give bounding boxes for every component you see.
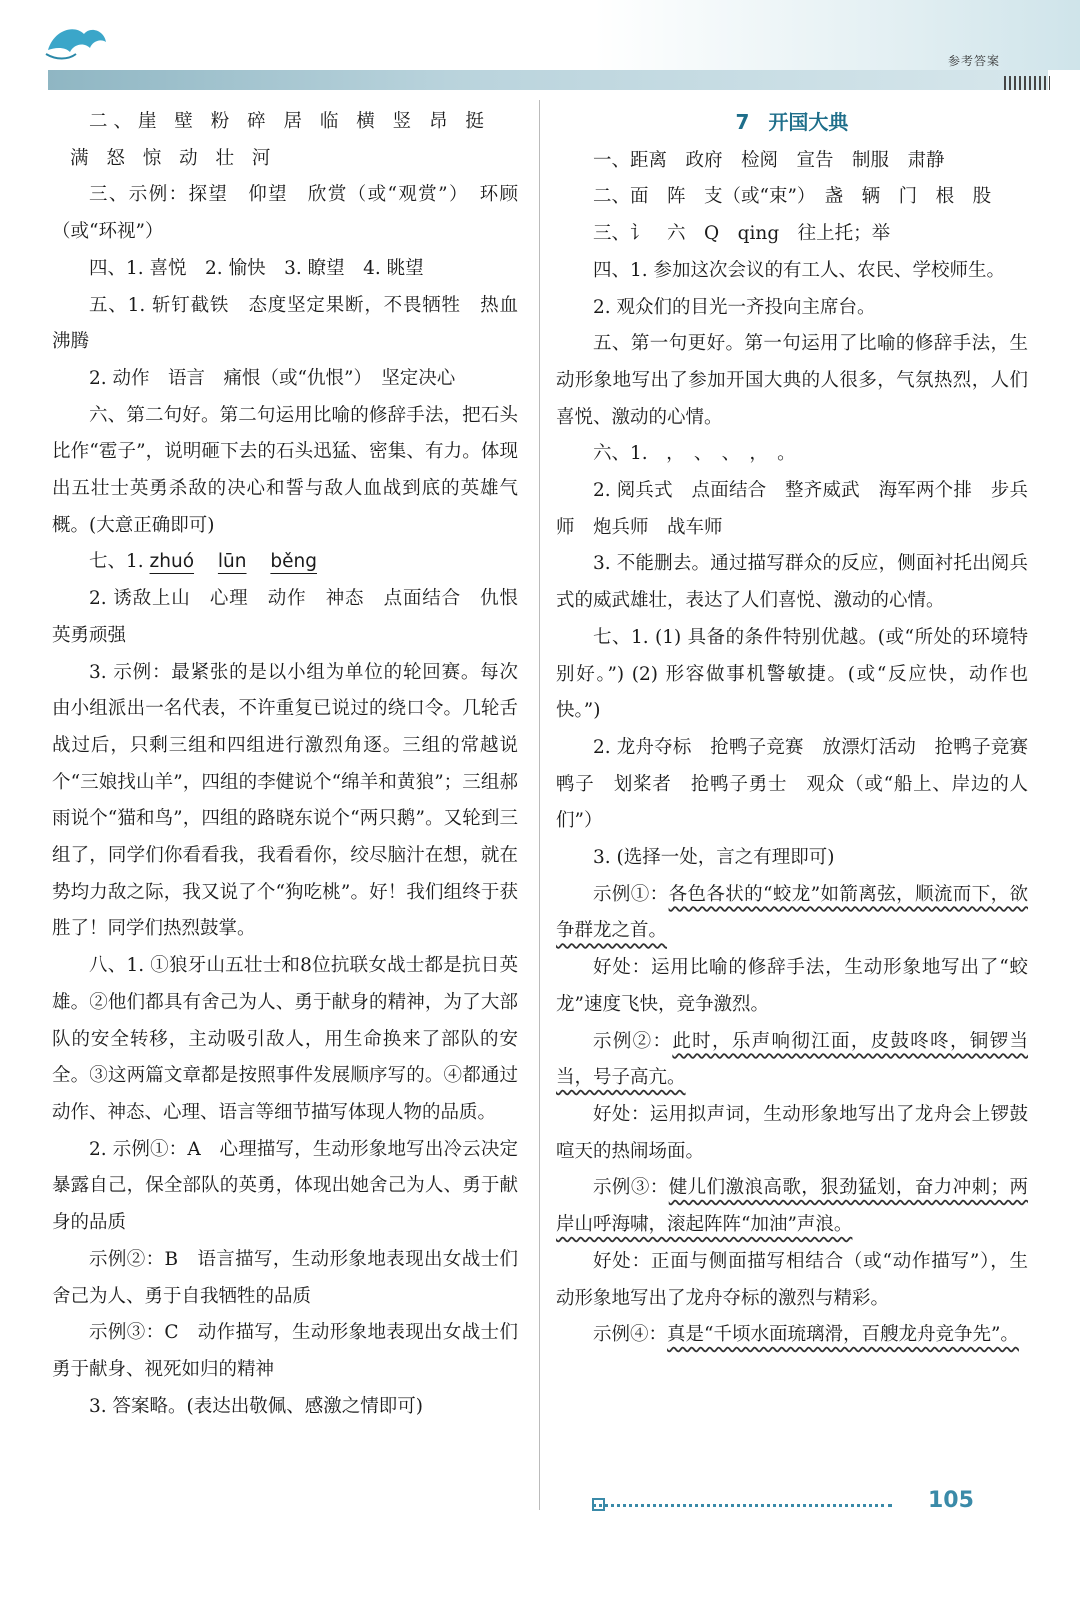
example-label: 示例③： — [593, 1177, 669, 1199]
answer-line: 2. 龙舟夺标 抢鸭子竞赛 放漂灯活动 抢鸭子竞赛 鸭子 划桨者 抢鸭子勇士 观众（或“船上、岸边的人们”） — [556, 736, 1047, 832]
answer-line: 2. 观众们的目光一齐投向主席台。 — [593, 296, 876, 318]
example-label: 示例②： — [593, 1030, 673, 1052]
answer-line: 六、1. ， 、 、 ， 。 — [593, 443, 796, 465]
answer-line: 示例③：C 动作描写，生动形象地表现出女战士们勇于献身、视死如归的精神 — [52, 1322, 518, 1380]
example-benefit: 好处：运用比喻的修辞手法，生动形象地写出了“蛟龙”速度飞快，竞争激烈。 — [556, 957, 1028, 1015]
example-sentence — [556, 877, 1028, 950]
example-label: 示例①： — [593, 883, 669, 905]
answer-line: 五、1. 斩钉截铁 态度坚定果断，不畏牺牲 热血沸腾 — [52, 294, 518, 353]
page-number: 105 — [928, 1488, 974, 1513]
section-title — [556, 104, 1028, 141]
answer-line: 三、示例：探望 仰望 欣赏（或“观赏”） 环顾（或“环视”） — [52, 184, 518, 243]
example-quote: 此时，乐声响彻江面，皮鼓咚咚，铜锣当当，号子高亢。 — [556, 1030, 1028, 1089]
answer-line: 满 怒 惊 动 壮 河 — [70, 147, 277, 169]
answer-line: 四、1. 参加这次会议的有工人、农民、学校师生。 — [593, 259, 1006, 281]
answer-line: 四、1. 喜悦 2. 愉快 3. 瞭望 4. 眺望 — [89, 257, 424, 279]
example-quote: 健儿们激浪高歌，狠劲猛划，奋力冲刺；两岸山呼海啸，滚起阵阵“加油”声浪。 — [556, 1177, 1028, 1236]
answer-line: 七、1. (1) 具备的条件特别优越。(或“所处的环境特别好。”) (2) 形容做事机警敏捷。(或“反应快，动作也快。”) — [556, 626, 1028, 722]
header-barcode — [1004, 76, 1050, 90]
left-column — [52, 104, 537, 1425]
example-sentence — [556, 1317, 1028, 1354]
answer-line: 三、讠 六 Q qing 往上托；举 — [593, 223, 891, 245]
pinyin-answer: běng — [270, 551, 317, 573]
footer-dotted-line — [592, 1504, 892, 1511]
answer-line: 六、第二句好。第二句运用比喻的修辞手法，把石头比作“雹子”，说明砸下去的石头迅猛、密集、有力。体现出五壮士英勇杀敌的决心和誓与敌人血战到底的英雄气概。(大意正确即可) — [52, 404, 518, 536]
answer-line: 二、崖 壁 粉 碎 居 临 横 竖 昂 挺 — [89, 111, 490, 132]
example-label: 示例④： — [593, 1324, 668, 1346]
answer-line: 3. 示例：最紧张的是以小组为单位的轮回赛。每次由小组派出一名代表，不许重复已说过的绕口令。几轮舌战过后，只剩三组和四组进行激烈角逐。三组的常越说个“三娘找山羊”，四组的李健说个“绵羊和黄狼”；三组郝雨说个“猫和鸟”，四组的路晓东说个“两只鹅”。又轮到三组了，同学们你看看我，我看看你，绞尽脑汁在想，就在势均力敌之际，我又说了个“狗吃桃”。好！我们组终于获胜了！同学们热烈鼓掌。 — [52, 661, 518, 940]
header-label: 参考答案 — [947, 54, 1000, 68]
answer-line: 2. 阅兵式 点面结合 整齐威武 海军两个排 步兵师 炮兵师 战车师 — [556, 480, 1028, 538]
example-benefit: 好处：正面与侧面描写相结合（或“动作描写”），生动形象地写出了龙舟夺标的激烈与精彩。 — [556, 1250, 1028, 1309]
answer-line: 3. 不能删去。通过描写群众的反应，侧面衬托出阅兵式的威武雄壮，表达了人们喜悦、激动的心情。 — [556, 553, 1028, 612]
answer-line: 3. (选择一处，言之有理即可) — [593, 847, 835, 869]
section-number: 7 — [735, 110, 750, 134]
section-name: 开国大典 — [768, 110, 849, 134]
example-quote: 真是“千顷水面琉璃滑，百艘龙舟竞争先”。 — [667, 1324, 1019, 1346]
example-benefit: 好处：运用拟声词，生动形象地写出了龙舟会上锣鼓喧天的热闹场面。 — [556, 1103, 1028, 1162]
example-quote: 各色各状的“蛟龙”如箭离弦，顺流而下，欲争群龙之首。 — [556, 883, 1028, 942]
answer-prefix: 七、1. — [89, 551, 144, 573]
answer-line: 2. 诱敌上山 心理 动作 神态 点面结合 仇恨 英勇顽强 — [52, 588, 537, 646]
pinyin-answer: zhuó — [149, 551, 195, 573]
page-header — [0, 0, 1080, 70]
wave-logo-icon — [44, 20, 110, 66]
answer-line: 2. 动作 语言 痛恨（或“仇恨”） 坚定决心 — [89, 367, 456, 389]
pinyin-answer: lūn — [217, 551, 247, 573]
answer-line: 五、第一句更好。第一句运用了比喻的修辞手法，生动形象地写出了参加开国大典的人很多，气氛热烈，人们喜悦、激动的心情。 — [556, 333, 1028, 428]
answer-line: 3. 答案略。(表达出敬佩、感激之情即可) — [89, 1395, 423, 1417]
right-column — [556, 104, 1047, 1354]
column-divider — [539, 100, 540, 1510]
example-sentence — [556, 1170, 1028, 1243]
example-sentence — [556, 1024, 1028, 1097]
answer-line: 示例②：B 语言描写，生动形象地表现出女战士们舍己为人、勇于自我牺牲的品质 — [52, 1248, 518, 1307]
pinyin-line — [52, 544, 518, 581]
answer-line: 2. 示例①：A 心理描写，生动形象地写出冷云决定暴露自己，保全部队的英勇，体现出她舍己为人、勇于献身的品质 — [52, 1138, 518, 1234]
answer-line: 二、面 阵 支（或“束”） 盏 辆 门 根 股 — [593, 186, 992, 208]
answer-line: 一、距离 政府 检阅 宣告 制服 肃静 — [593, 149, 945, 171]
answer-line: 八、1. ①狼牙山五壮士和8位抗联女战士都是抗日英雄。②他们都具有舍己为人、勇于献身的精神，为了大部队的安全转移，主动吸引敌人，用生命换来了部队的安全。③这两篇文章都是按照事件发展顺序写的。④都通过动作、神态、心理、语言等细节描写体现人物的品质。 — [52, 955, 518, 1123]
header-band — [48, 70, 1048, 90]
